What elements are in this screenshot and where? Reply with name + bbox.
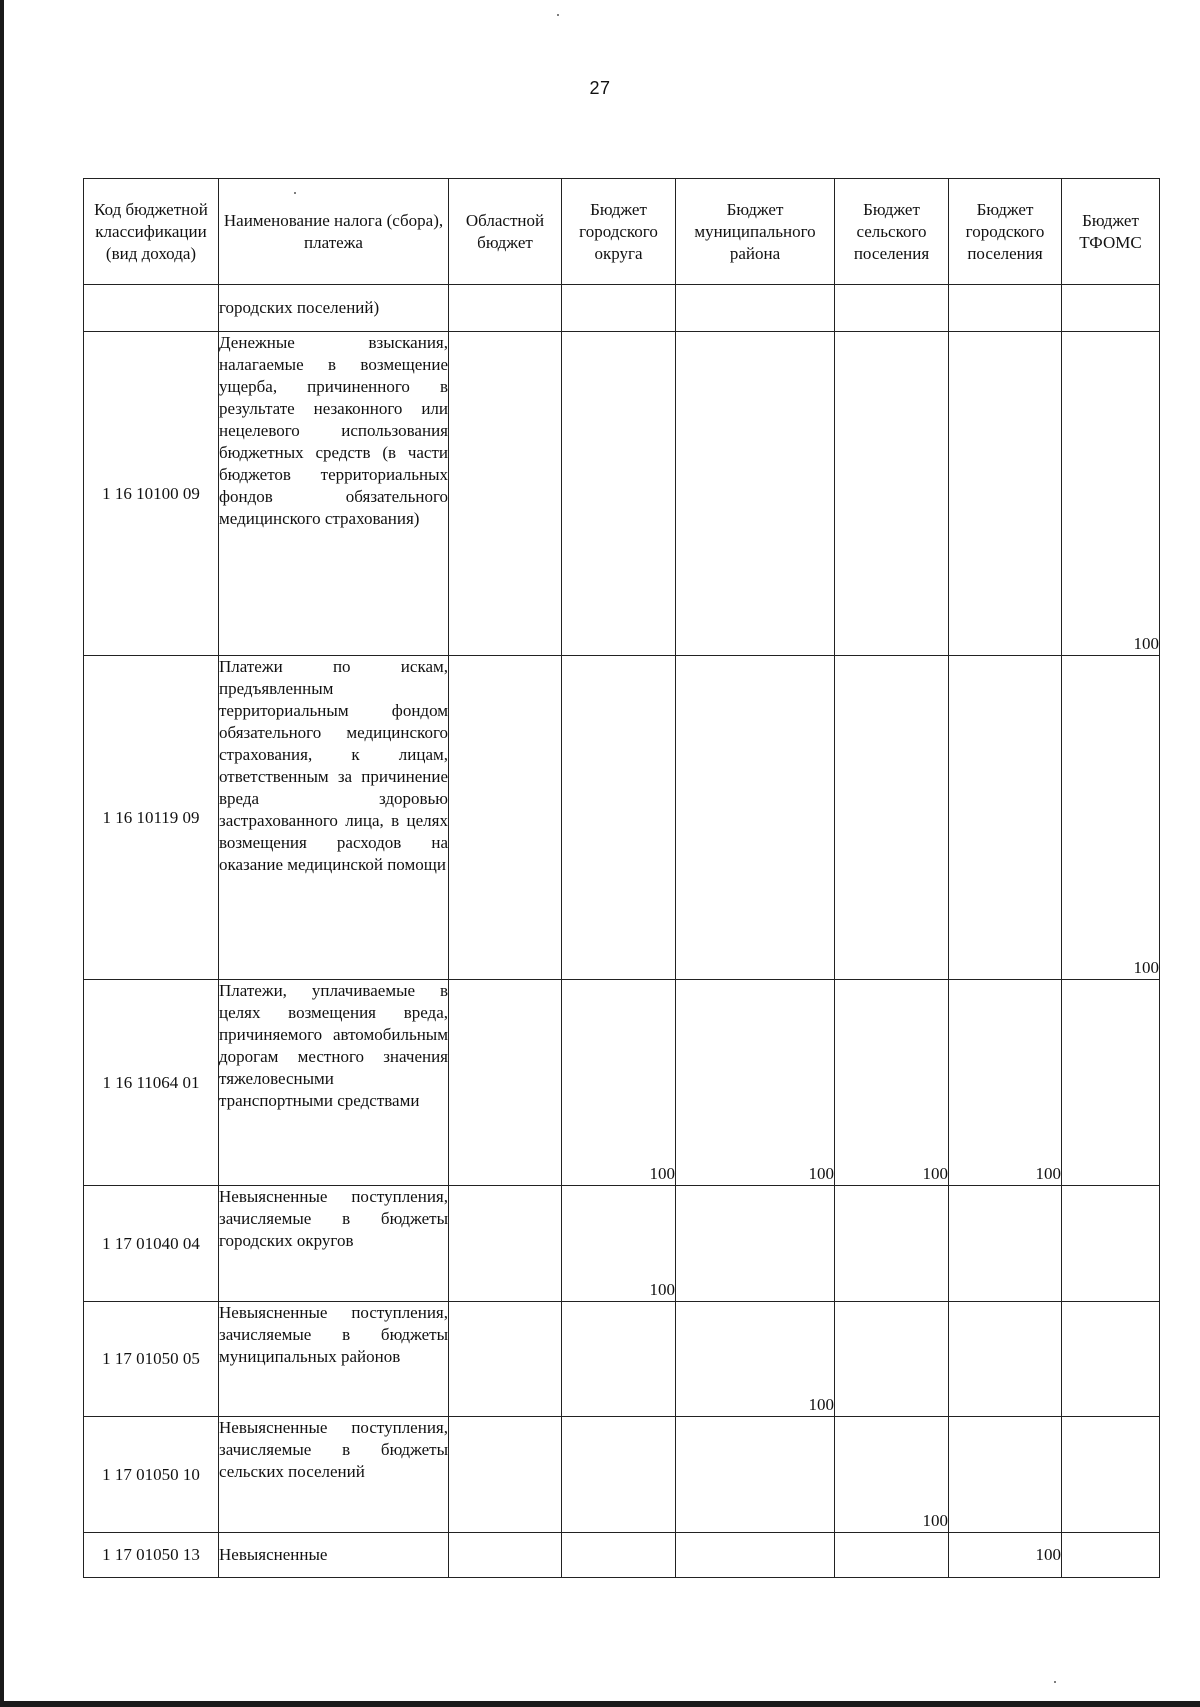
cell-urban-settlement bbox=[949, 656, 1062, 980]
table-row bbox=[84, 656, 1160, 980]
header-urban-settlement-budget: Бюджет городского поселения bbox=[949, 179, 1062, 285]
cell-regional bbox=[449, 1417, 562, 1533]
cell-city-district bbox=[562, 285, 676, 332]
cell-city-district bbox=[562, 1533, 676, 1578]
cell-rural-settlement: 100 bbox=[835, 980, 949, 1186]
cell-name: Платежи по искам, предъявленным территориальным фондом обязательного медицинского страхования, к лицам, ответственным за причинение вреда здоровью застрахованного лица, в целях возмещения расходов на оказание медицинской помощи bbox=[219, 656, 449, 980]
cell-rural-settlement bbox=[835, 1302, 949, 1417]
cell-urban-settlement bbox=[949, 1417, 1062, 1533]
cell-rural-settlement bbox=[835, 656, 949, 980]
cell-municipal-district bbox=[676, 656, 835, 980]
cell-code: 1 17 01050 10 bbox=[84, 1417, 219, 1533]
cell-code: 1 16 10100 09 bbox=[84, 332, 219, 656]
cell-code: 1 17 01050 13 bbox=[84, 1533, 219, 1578]
cell-code: 1 17 01040 04 bbox=[84, 1186, 219, 1302]
cell-city-district bbox=[562, 1417, 676, 1533]
cell-tfoms: 100 bbox=[1062, 332, 1160, 656]
table-header bbox=[84, 179, 1160, 285]
header-municipal-district-budget: Бюджет муниципального района bbox=[676, 179, 835, 285]
cell-regional bbox=[449, 1302, 562, 1417]
cell-city-district bbox=[562, 656, 676, 980]
cell-regional bbox=[449, 1186, 562, 1302]
cell-regional bbox=[449, 285, 562, 332]
page-number: 27 bbox=[589, 78, 611, 98]
cell-tfoms bbox=[1062, 980, 1160, 1186]
table-row bbox=[84, 1186, 1160, 1302]
cell-tfoms bbox=[1062, 1302, 1160, 1417]
cell-rural-settlement bbox=[835, 1533, 949, 1578]
cell-name: городских поселений) bbox=[219, 285, 449, 332]
cell-rural-settlement: 100 bbox=[835, 1417, 949, 1533]
table-row bbox=[84, 332, 1160, 656]
cell-city-district: 100 bbox=[562, 980, 676, 1186]
cell-rural-settlement bbox=[835, 332, 949, 656]
header-rural-settlement-budget: Бюджет сельского поселения bbox=[835, 179, 949, 285]
header-city-district-budget: Бюджет городского округа bbox=[562, 179, 676, 285]
scan-edge-bottom bbox=[0, 1701, 1200, 1707]
cell-tfoms bbox=[1062, 1533, 1160, 1578]
cell-code bbox=[84, 285, 219, 332]
cell-name: Денежные взыскания, налагаемые в возмещение ущерба, причиненного в результате незаконного или нецелевого использования бюджетных средств (в части бюджетов территориальных фондов обязательного медицинского страхования) bbox=[219, 332, 449, 656]
cell-municipal-district bbox=[676, 1533, 835, 1578]
cell-tfoms bbox=[1062, 1186, 1160, 1302]
cell-code: 1 16 11064 01 bbox=[84, 980, 219, 1186]
cell-city-district bbox=[562, 1302, 676, 1417]
cell-regional bbox=[449, 332, 562, 656]
cell-urban-settlement: 100 bbox=[949, 980, 1062, 1186]
cell-name: Невыясненные поступления, зачисляемые в бюджеты муниципальных районов bbox=[219, 1302, 449, 1417]
cell-urban-settlement: 100 bbox=[949, 1533, 1062, 1578]
cell-municipal-district: 100 bbox=[676, 980, 835, 1186]
cell-tfoms: 100 bbox=[1062, 656, 1160, 980]
header-tfoms-budget: Бюджет ТФОМС bbox=[1062, 179, 1160, 285]
cell-municipal-district bbox=[676, 1417, 835, 1533]
cell-municipal-district bbox=[676, 1186, 835, 1302]
table-row bbox=[84, 1417, 1160, 1533]
cell-name: Невыясненные bbox=[219, 1533, 449, 1578]
table-row bbox=[84, 980, 1160, 1186]
scan-edge-left bbox=[0, 0, 4, 1707]
header-regional-budget: Областной бюджет bbox=[449, 179, 562, 285]
cell-name: Невыясненные поступления, зачисляемые в бюджеты сельских поселений bbox=[219, 1417, 449, 1533]
cell-municipal-district bbox=[676, 285, 835, 332]
header-code: Код бюджетной классификации (вид дохода) bbox=[84, 179, 219, 285]
scan-speck bbox=[557, 14, 559, 16]
cell-city-district bbox=[562, 332, 676, 656]
cell-rural-settlement bbox=[835, 1186, 949, 1302]
cell-name: Платежи, уплачиваемые в целях возмещения вреда, причиняемого автомобильным дорогам местного значения тяжеловесными транспортными средствами bbox=[219, 980, 449, 1186]
cell-tfoms bbox=[1062, 1417, 1160, 1533]
cell-code: 1 16 10119 09 bbox=[84, 656, 219, 980]
cell-municipal-district: 100 bbox=[676, 1302, 835, 1417]
header-row bbox=[84, 179, 1160, 285]
cell-regional bbox=[449, 1533, 562, 1578]
cell-regional bbox=[449, 656, 562, 980]
cell-tfoms bbox=[1062, 285, 1160, 332]
table-body bbox=[84, 285, 1160, 1578]
scan-speck bbox=[1054, 1681, 1056, 1683]
cell-rural-settlement bbox=[835, 285, 949, 332]
cell-urban-settlement bbox=[949, 1186, 1062, 1302]
cell-code: 1 17 01050 05 bbox=[84, 1302, 219, 1417]
table-row bbox=[84, 1302, 1160, 1417]
header-name: Наименование налога (сбора), платежа bbox=[219, 179, 449, 285]
cell-urban-settlement bbox=[949, 1302, 1062, 1417]
cell-municipal-district bbox=[676, 332, 835, 656]
cell-regional bbox=[449, 980, 562, 1186]
table-row bbox=[84, 285, 1160, 332]
cell-urban-settlement bbox=[949, 285, 1062, 332]
budget-distribution-table bbox=[83, 178, 1160, 1578]
cell-name: Невыясненные поступления, зачисляемые в бюджеты городских округов bbox=[219, 1186, 449, 1302]
cell-urban-settlement bbox=[949, 332, 1062, 656]
cell-city-district: 100 bbox=[562, 1186, 676, 1302]
table-row bbox=[84, 1533, 1160, 1578]
